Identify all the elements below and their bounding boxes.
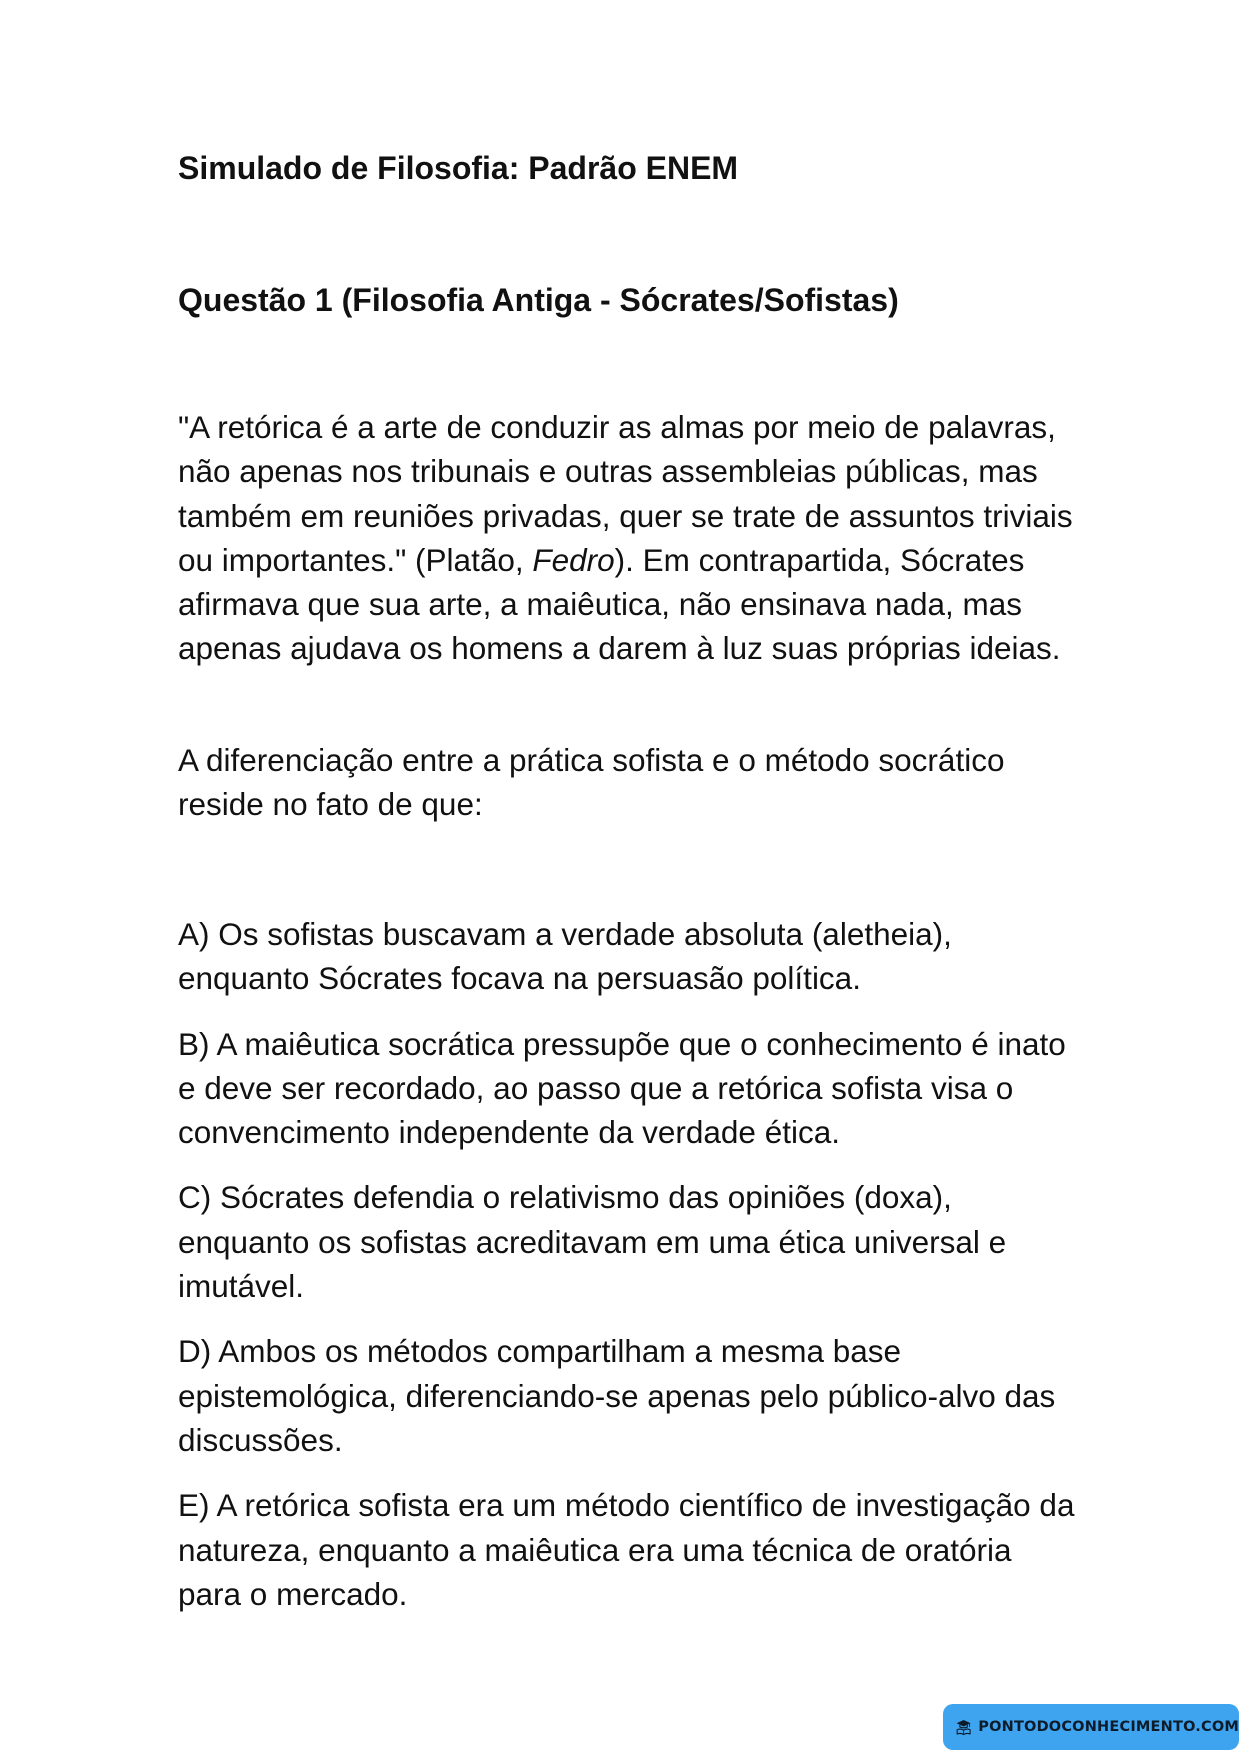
question-stem: A diferenciação entre a prática sofista e o método socrático reside no fato de que:	[178, 742, 1005, 823]
prompt-continuation: ). Em contrapartida, Sócrates afirmava que sua arte, a maiêutica, não ensinava nada, mas apenas ajudava os homens a darem à luz suas próprias ideias.	[178, 541, 1061, 667]
answer-options	[178, 912, 1078, 1637]
option-b: B) A maiêutica socrática pressupõe que o conhecimento é inato e deve ser recordado, ao passo que a retórica sofista visa o convencimento independente da verdade ética.	[178, 1025, 1066, 1151]
site-watermark-badge	[943, 1704, 1239, 1750]
prompt-quote: "A retórica é a arte de conduzir as almas por meio de palavras, não apenas nos tribunais e outras assembleias públicas, mas também em reuniões privadas, quer se trate de assuntos triviais ou importantes." (Platão,	[178, 409, 1073, 578]
prompt-source-title: Fedro	[532, 541, 615, 578]
option-a: A) Os sofistas buscavam a verdade absoluta (aletheia), enquanto Sócrates focava na persuasão política.	[178, 916, 952, 997]
question-heading: Questão 1 (Filosofia Antiga - Sócrates/Sofistas)	[178, 282, 899, 318]
option-d: D) Ambos os métodos compartilham a mesma base epistemológica, diferenciando-se apenas pelo público-alvo das discussões.	[178, 1333, 1056, 1458]
document-title: Simulado de Filosofia: Padrão ENEM	[178, 150, 739, 186]
option-e: E) A retórica sofista era um método científico de investigação da natureza, enquanto a maiêutica era uma técnica de oratória para o mercado.	[178, 1487, 1075, 1612]
question-prompt	[178, 405, 1078, 671]
watermark-text: PONTODOCONHECIMENTO.COM	[978, 1719, 1239, 1735]
option-c: C) Sócrates defendia o relativismo das opiniões (doxa), enquanto os sofistas acreditavam em uma ética universal e imutável.	[178, 1179, 1007, 1305]
graduation-reader-icon	[955, 1711, 972, 1743]
